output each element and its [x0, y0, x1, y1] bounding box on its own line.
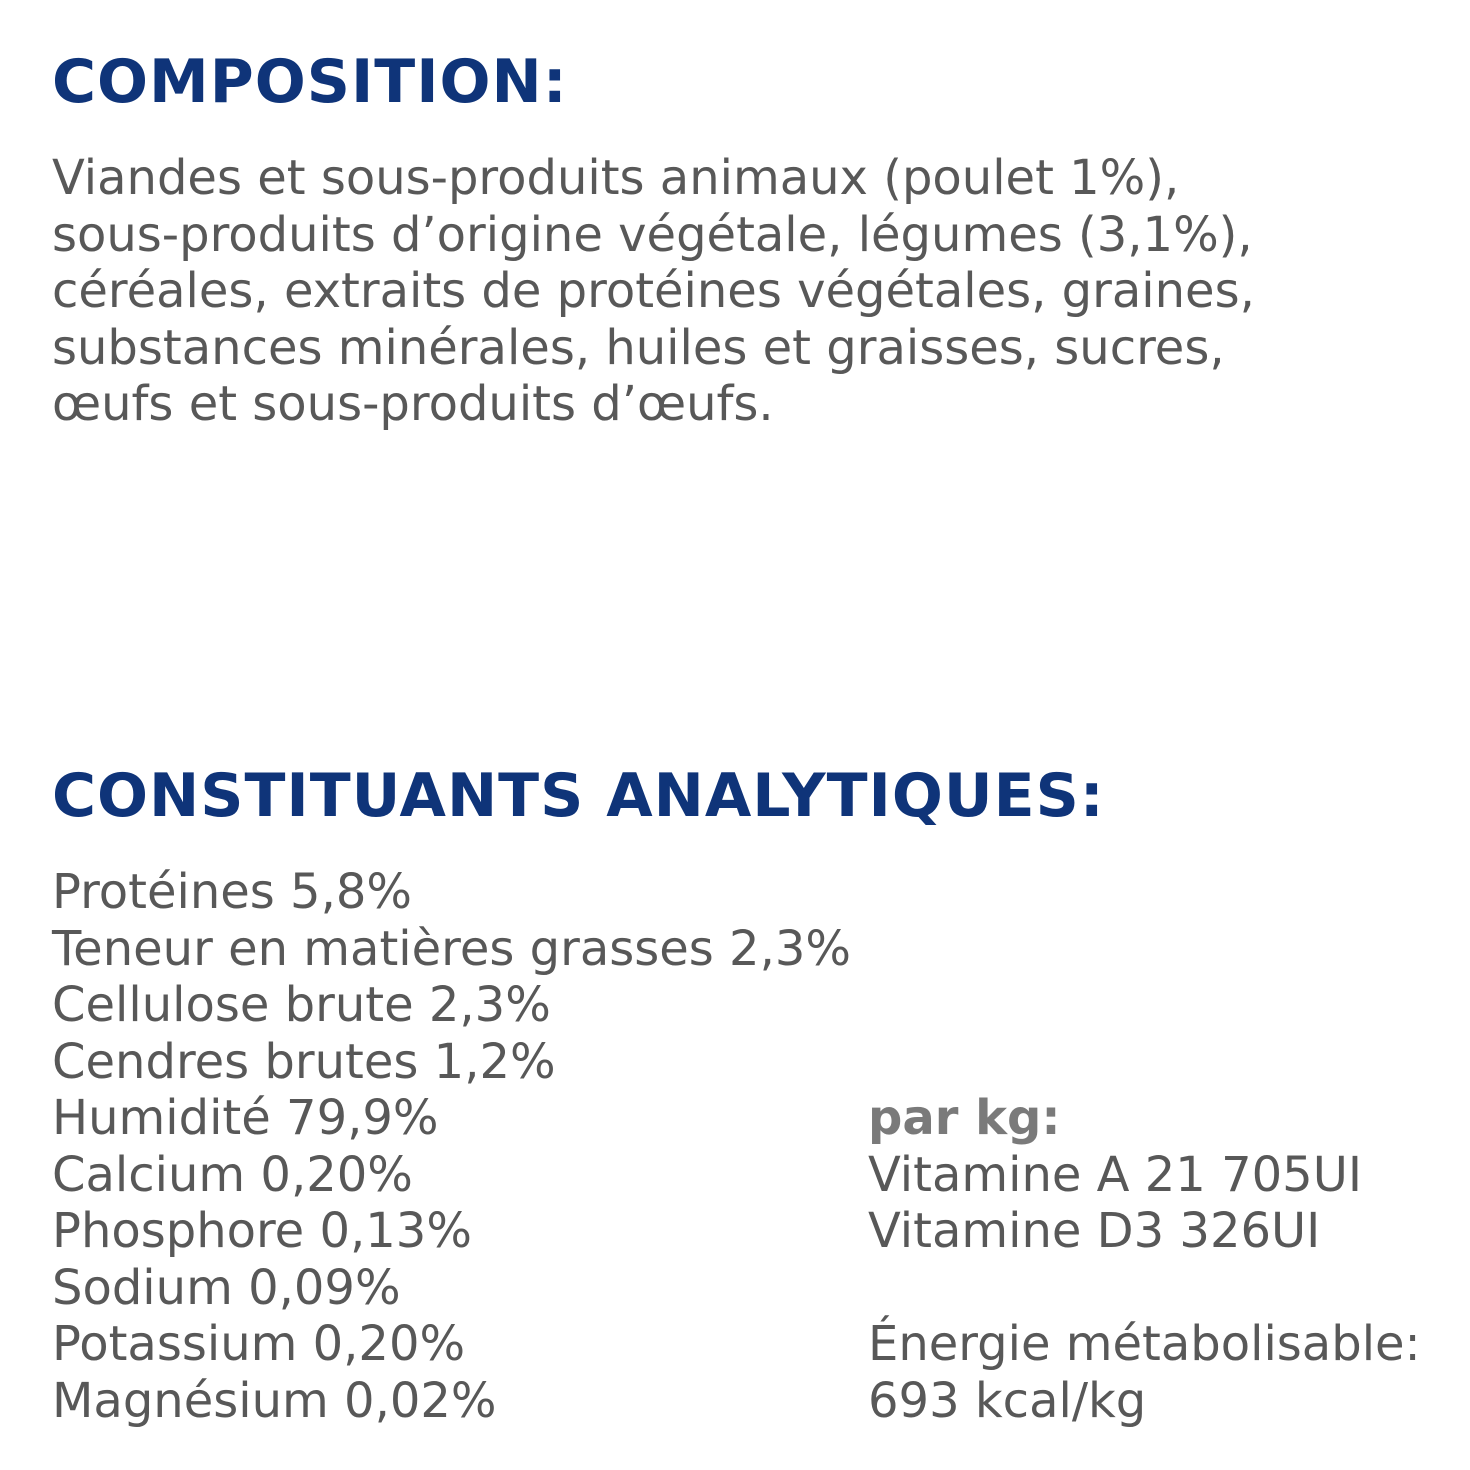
- vitamin-item: Vitamine D3 326UI: [868, 1203, 1321, 1259]
- additives-column: [868, 1090, 1421, 1429]
- composition-line: substances minérales, huiles et graisses, sucres,: [52, 319, 1225, 376]
- energy-value: 693 kcal/kg: [868, 1372, 1147, 1429]
- energy-label: Énergie métabolisable:: [868, 1316, 1421, 1372]
- analytics-heading: CONSTITUANTS ANALYTIQUES:: [52, 761, 1105, 831]
- analytics-item: Cendres brutes 1,2%: [52, 1033, 556, 1090]
- composition-line: œufs et sous-produits d’œufs.: [52, 376, 774, 432]
- analytics-item: Protéines 5,8%: [52, 864, 412, 920]
- composition-line: Viandes et sous-produits animaux (poulet 1%),: [52, 150, 1180, 206]
- analytics-item: Calcium 0,20%: [52, 1146, 413, 1203]
- analytics-item: Humidité 79,9%: [52, 1090, 439, 1146]
- composition-text: [52, 150, 1255, 433]
- per-kg-label: par kg:: [868, 1090, 1061, 1146]
- analytics-item: Sodium 0,09%: [52, 1259, 401, 1316]
- vitamin-item: Vitamine A 21 705UI: [868, 1146, 1362, 1203]
- analytics-item: Teneur en matières grasses 2,3%: [52, 920, 851, 977]
- spacer: [868, 1260, 1421, 1317]
- composition-heading: COMPOSITION:: [52, 47, 568, 117]
- analytics-list: [52, 864, 851, 1429]
- composition-line: céréales, extraits de protéines végétales, graines,: [52, 263, 1255, 319]
- analytics-item: Cellulose brute 2,3%: [52, 977, 551, 1033]
- composition-line: sous-produits d’origine végétale, légumes (3,1%),: [52, 206, 1253, 263]
- vitamin-list: [868, 1147, 1421, 1260]
- analytics-item: Phosphore 0,13%: [52, 1203, 472, 1259]
- analytics-item: Potassium 0,20%: [52, 1316, 466, 1372]
- analytics-item: Magnésium 0,02%: [52, 1372, 497, 1429]
